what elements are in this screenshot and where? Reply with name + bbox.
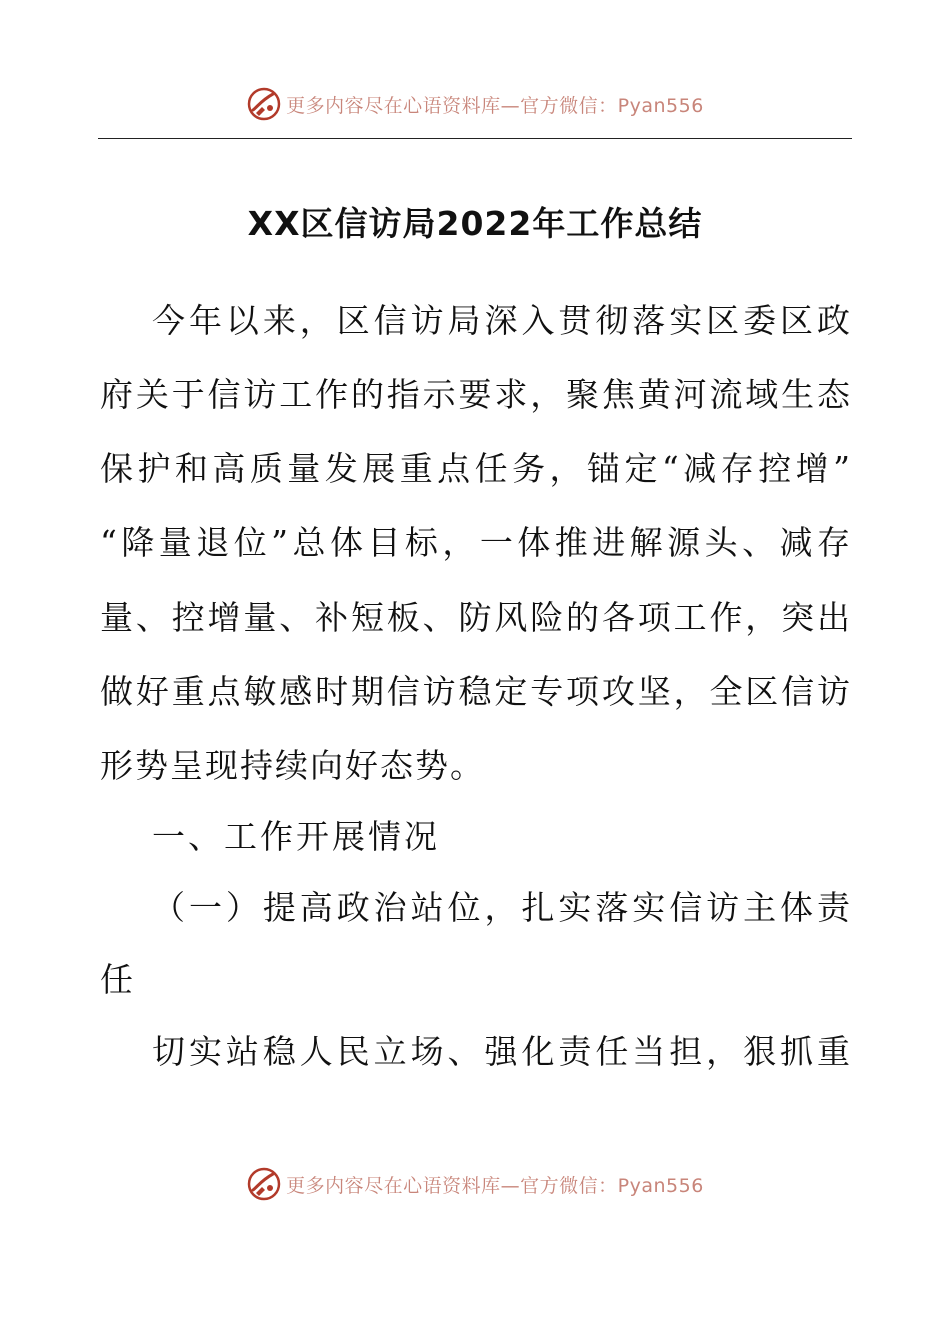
- paragraph-1-line: 今年以来，区信访局深入贯彻落实区委区政: [152, 301, 850, 340]
- header-banner-text: 更多内容尽在心语资料库—官方微信：Pyan556: [286, 94, 704, 117]
- writing-hand-logo-icon: [246, 1166, 282, 1202]
- header-banner: [0, 84, 950, 124]
- footer-banner: [0, 1164, 950, 1204]
- paragraph-1-line: 做好重点敏感时期信访稳定专项攻坚，全区信访: [100, 672, 850, 711]
- writing-hand-logo-icon: [246, 86, 282, 122]
- paragraph-1-line: 保护和高质量发展重点任务，锚定“减存控增”: [100, 449, 850, 488]
- paragraph-2-line: 切实站稳人民立场、强化责任当担，狠抓重: [152, 1032, 850, 1071]
- footer-banner-text: 更多内容尽在心语资料库—官方微信：Pyan556: [286, 1174, 704, 1197]
- paragraph-1-line: “降量退位”总体目标，一体推进解源头、减存: [100, 523, 850, 562]
- paragraph-1-line: 量、控增量、补短板、防风险的各项工作，突出: [100, 598, 850, 637]
- paragraph-1-line: 府关于信访工作的指示要求，聚焦黄河流域生态: [100, 375, 850, 414]
- header-divider: [98, 138, 852, 139]
- subsection-heading-line: （一）提高政治站位，扎实落实信访主体责: [152, 888, 850, 927]
- document-title: XX区信访局2022年工作总结: [247, 204, 703, 243]
- paragraph-1-line: 形势呈现持续向好态势。: [100, 746, 485, 785]
- section-heading: 一、工作开展情况: [152, 817, 440, 856]
- subsection-heading-line: 任: [100, 960, 135, 999]
